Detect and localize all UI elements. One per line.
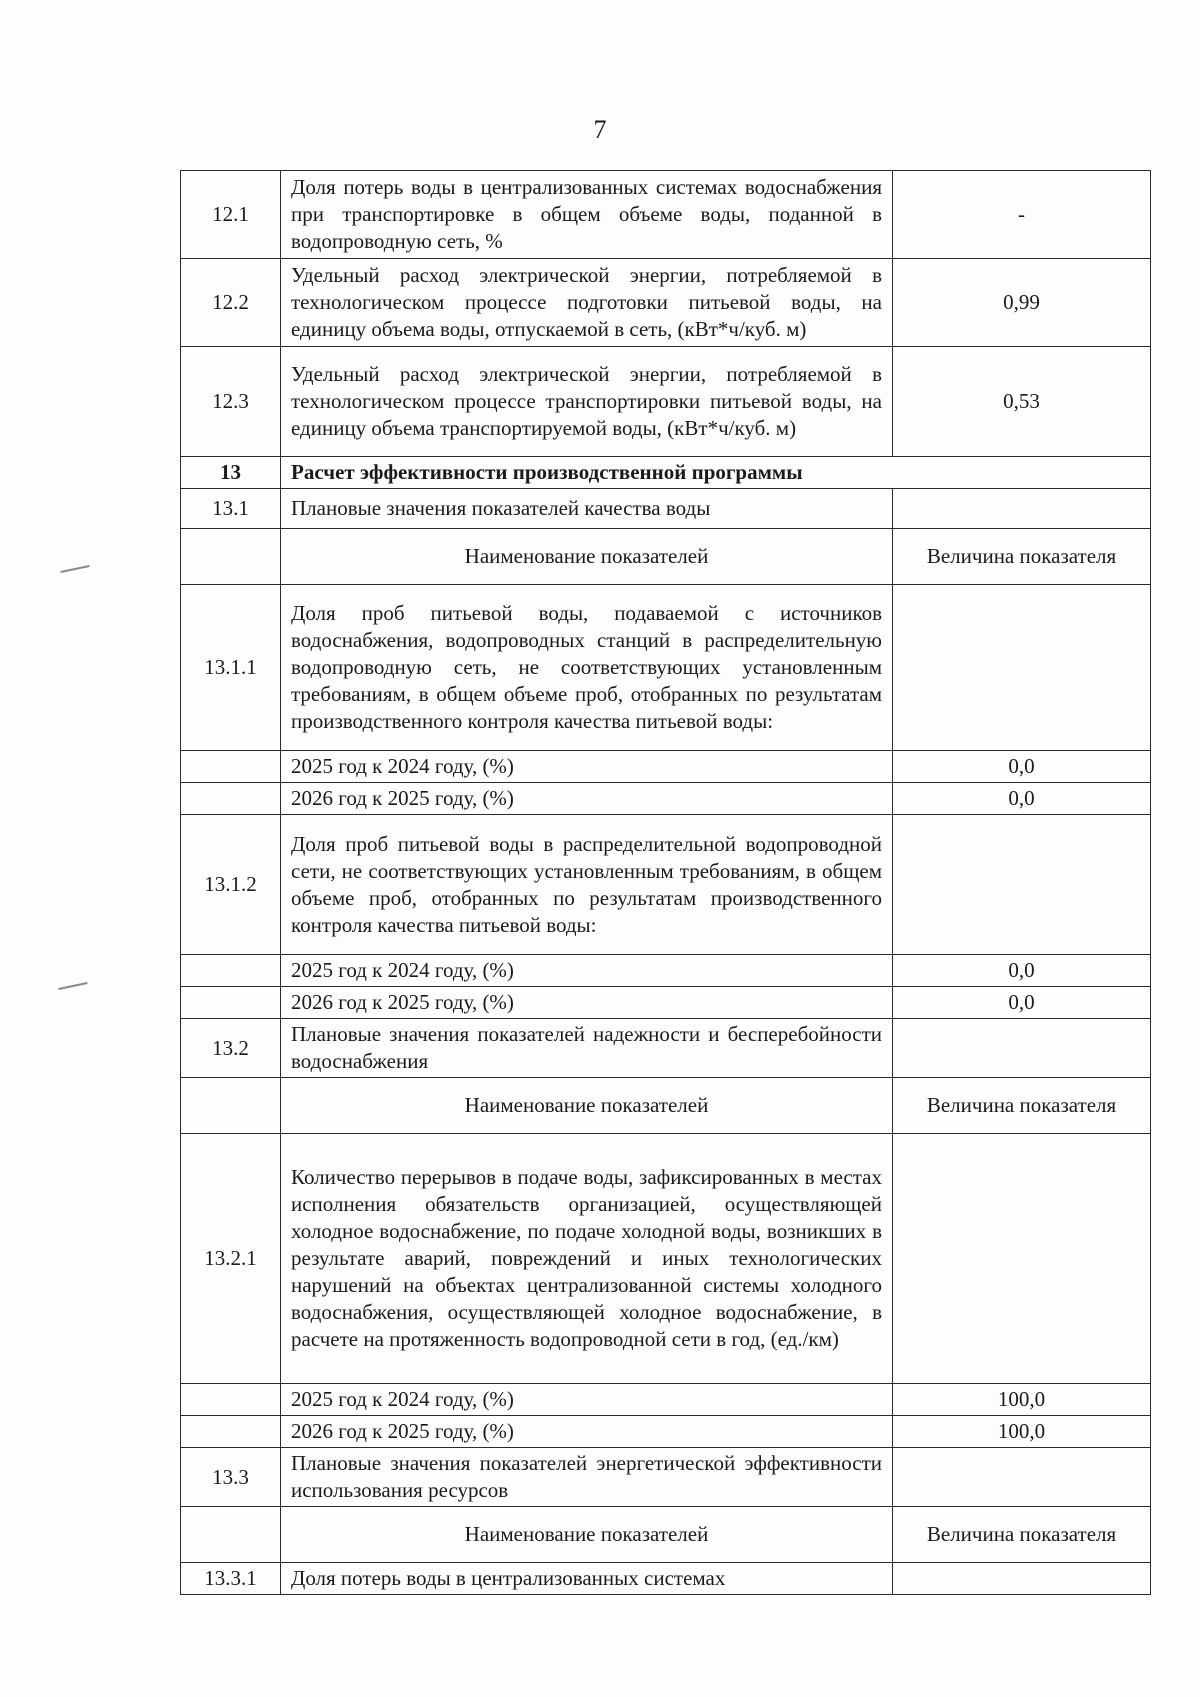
row-number	[181, 1384, 281, 1416]
year-label: 2026 год к 2025 году, (%)	[281, 1416, 893, 1448]
row-number: 13.1.2	[181, 815, 281, 955]
row-number	[181, 1507, 281, 1563]
year-value: 100,0	[893, 1384, 1151, 1416]
page-number: 7	[593, 115, 607, 144]
subsection-row	[181, 1448, 1151, 1507]
row-description: Плановые значения показателей надежности и бесперебойности водоснабжения	[281, 1019, 893, 1078]
year-row	[181, 1416, 1151, 1448]
subsection-row	[181, 489, 1151, 529]
year-label: 2025 год к 2024 году, (%)	[281, 1384, 893, 1416]
row-value	[893, 489, 1151, 529]
table-row	[181, 171, 1151, 259]
column-header-value: Величина показателя	[893, 1507, 1151, 1563]
column-header-row	[181, 1507, 1151, 1563]
year-label: 2026 год к 2025 году, (%)	[281, 987, 893, 1019]
row-number: 13.2.1	[181, 1134, 281, 1384]
row-number: 13.3	[181, 1448, 281, 1507]
row-value	[893, 815, 1151, 955]
table-row	[181, 1563, 1151, 1595]
row-description: Удельный расход электрической энергии, потребляемой в технологическом процессе транспортировки питьевой воды, на единицу объема транспортируемой воды, (кВт*ч/куб. м)	[281, 347, 893, 457]
column-header-value: Величина показателя	[893, 529, 1151, 585]
row-number: 13.1.1	[181, 585, 281, 751]
year-label: 2026 год к 2025 году, (%)	[281, 783, 893, 815]
row-value	[893, 585, 1151, 751]
column-header-row	[181, 529, 1151, 585]
year-value: 0,0	[893, 751, 1151, 783]
row-description: Доля потерь воды в централизованных системах водоснабжения при транспортировке в общем объеме воды, поданной в водопроводную сеть, %	[281, 171, 893, 259]
row-description: Доля потерь воды в централизованных системах	[281, 1563, 893, 1595]
column-header-value: Величина показателя	[893, 1078, 1151, 1134]
row-number: 12.1	[181, 171, 281, 259]
row-value	[893, 1448, 1151, 1507]
row-description: Количество перерывов в подаче воды, зафиксированных в местах исполнения обязательств организацией, осуществляющей холодное водоснабжение, по подаче холодной воды, возникших в результате аварий, повреждений и иных технологических нарушений на объектах централизованной системы холодного водоснабжения, осуществляющей холодное водоснабжение, в расчете на протяженность водопроводной сети в год, (ед./км)	[281, 1134, 893, 1384]
row-number: 12.2	[181, 259, 281, 347]
table-row	[181, 347, 1151, 457]
year-label: 2025 год к 2024 году, (%)	[281, 955, 893, 987]
table-row	[181, 259, 1151, 347]
section-header-row	[181, 457, 1151, 489]
subsection-row	[181, 1019, 1151, 1078]
year-row	[181, 1384, 1151, 1416]
row-description: Плановые значения показателей энергетической эффективности использования ресурсов	[281, 1448, 893, 1507]
year-value: 100,0	[893, 1416, 1151, 1448]
year-value: 0,0	[893, 783, 1151, 815]
table-row	[181, 1134, 1151, 1384]
row-number: 12.3	[181, 347, 281, 457]
row-value: -	[893, 171, 1151, 259]
row-description: Плановые значения показателей качества воды	[281, 489, 893, 529]
row-number	[181, 751, 281, 783]
year-row	[181, 955, 1151, 987]
row-number	[181, 529, 281, 585]
row-number	[181, 1416, 281, 1448]
row-number	[181, 955, 281, 987]
column-header-row	[181, 1078, 1151, 1134]
section-title: Расчет эффективности производственной программы	[281, 457, 1151, 489]
year-row	[181, 783, 1151, 815]
row-value	[893, 1019, 1151, 1078]
indicators-table	[180, 170, 1151, 1595]
column-header-name: Наименование показателей	[281, 1507, 893, 1563]
row-number	[181, 987, 281, 1019]
year-value: 0,0	[893, 955, 1151, 987]
section-number: 13	[181, 457, 281, 489]
column-header-name: Наименование показателей	[281, 1078, 893, 1134]
row-number: 13.1	[181, 489, 281, 529]
row-number: 13.3.1	[181, 1563, 281, 1595]
row-description: Доля проб питьевой воды в распределительной водопроводной сети, не соответствующих установленным требованиям, в общем объеме проб, отобранных по результатам производственного контроля качества питьевой воды:	[281, 815, 893, 955]
row-description: Удельный расход электрической энергии, потребляемой в технологическом процессе подготовки питьевой воды, на единицу объема воды, отпускаемой в сеть, (кВт*ч/куб. м)	[281, 259, 893, 347]
row-value: 0,53	[893, 347, 1151, 457]
row-number	[181, 1078, 281, 1134]
row-value: 0,99	[893, 259, 1151, 347]
row-number	[181, 783, 281, 815]
row-number: 13.2	[181, 1019, 281, 1078]
scan-mark	[60, 565, 90, 573]
column-header-name: Наименование показателей	[281, 529, 893, 585]
table-row	[181, 585, 1151, 751]
table-row	[181, 815, 1151, 955]
scan-mark	[58, 982, 88, 990]
row-value	[893, 1134, 1151, 1384]
year-row	[181, 751, 1151, 783]
year-value: 0,0	[893, 987, 1151, 1019]
year-row	[181, 987, 1151, 1019]
year-label: 2025 год к 2024 году, (%)	[281, 751, 893, 783]
row-value	[893, 1563, 1151, 1595]
row-description: Доля проб питьевой воды, подаваемой с источников водоснабжения, водопроводных станций в распределительную водопроводную сеть, не соответствующих установленным требованиям, в общем объеме проб, отобранных по результатам производственного контроля качества питьевой воды:	[281, 585, 893, 751]
